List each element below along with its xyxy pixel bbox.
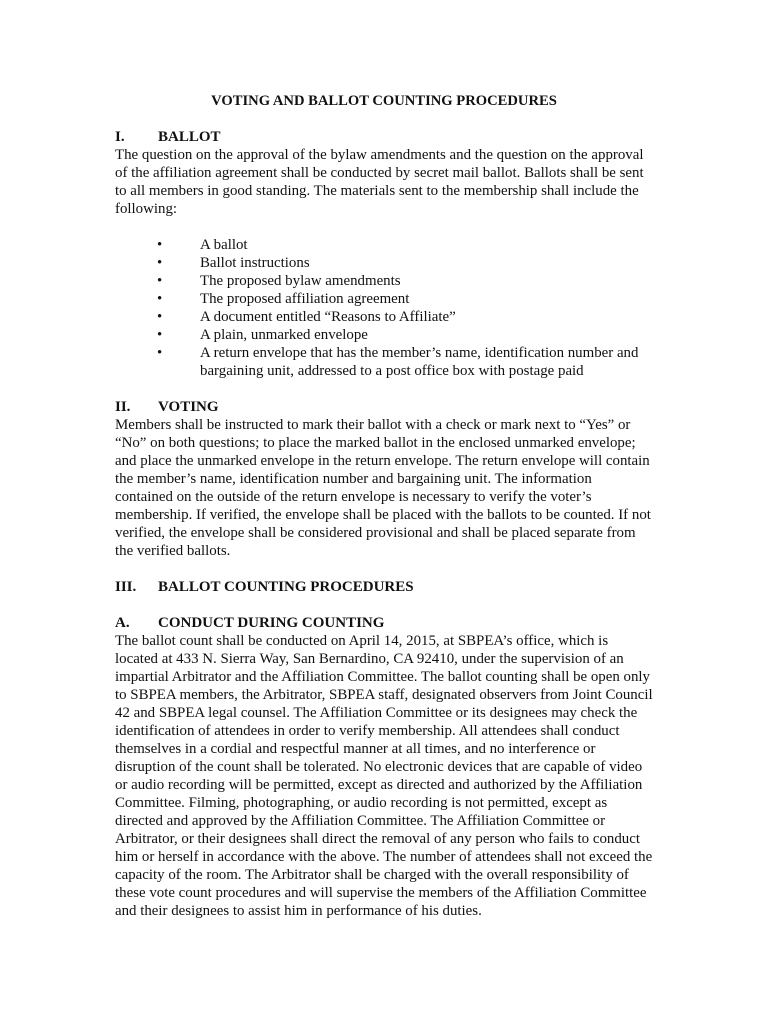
section-heading [115,578,653,596]
section-number: II. [115,399,131,415]
list-item-text: A return envelope that has the member’s name, identification number and bargaining unit, addressed to a post office box with postage paid [200,345,639,379]
bullet-icon: • [157,255,163,271]
list-item-text: A plain, unmarked envelope [200,327,368,343]
list-item-text: A ballot [200,237,248,253]
materials-list [115,236,653,380]
section-voting [115,398,653,560]
document-title: VOTING AND BALLOT COUNTING PROCEDURES [211,93,557,109]
section-title: BALLOT [158,129,221,145]
list-item-text: The proposed affiliation agreement [200,291,410,307]
list-item-text: Ballot instructions [200,255,310,271]
section-paragraph: The question on the approval of the bylaw amendments and the question on the approval of the affiliation agreement shall be conducted by secret mail ballot. Ballots shall be sent to all members in good standing. The materials sent to the membership shall include the following: [115,147,644,217]
section-heading [115,398,653,416]
section-title: BALLOT COUNTING PROCEDURES [158,579,414,595]
bullet-icon: • [157,345,163,361]
subsection-letter: A. [115,615,130,631]
section-number: I. [115,129,125,145]
list-item-text: The proposed bylaw amendments [200,273,401,289]
section-number: III. [115,579,137,595]
list-item [115,290,653,308]
bullet-icon: • [157,327,163,343]
section-paragraph: Members shall be instructed to mark their ballot with a check or mark next to “Yes” or “No” on both questions; to place the marked ballot in the enclosed unmarked envelope; and place the unmarked envelope in the return envelope. The return envelope will contain the member’s name, identification number and bargaining unit. The information contained on the outside of the return envelope is necessary to verify the voter’s membership. If verified, the envelope shall be placed with the ballots to be counted. If not verified, the envelope shall be considered provisional and shall be placed separate from the verified ballots. [115,417,651,559]
subsection-title: CONDUCT DURING COUNTING [158,615,385,631]
list-item-text: A document entitled “Reasons to Affiliate” [200,309,456,325]
bullet-icon: • [157,309,163,325]
bullet-icon: • [157,291,163,307]
spacer [115,596,653,614]
subsection-heading [115,614,653,632]
bullet-icon: • [157,273,163,289]
section-ballot [115,128,653,380]
subsection-conduct-during-counting [115,614,653,920]
list-item [115,272,653,290]
list-item [115,344,653,380]
list-item [115,326,653,344]
bullet-icon: • [157,237,163,253]
section-heading [115,128,653,146]
section-title: VOTING [158,399,219,415]
list-item [115,236,653,254]
list-item [115,254,653,272]
list-item [115,308,653,326]
spacer [115,560,653,578]
section-paragraph: The ballot count shall be conducted on April 14, 2015, at SBPEA’s office, which is located at 433 N. Sierra Way, San Bernardino, CA 92410, under the supervision of an impartial Arbitrator and the Affiliation Committee. The ballot counting shall be open only to SBPEA members, the Arbitrator, SBPEA staff, designated observers from Joint Council 42 and SBPEA legal counsel. The Affiliation Committee or its designees may check the identification of attendees in order to verify membership. All attendees shall conduct themselves in a cordial and respectful manner at all times, and no interference or disruption of the count shall be tolerated. No electronic devices that are capable of video or audio recording will be permitted, except as directed and authorized by the Affiliation Committee. Filming, photographing, or audio recording is not permitted, except as directed and approved by the Affiliation Committee. The Affiliation Committee or Arbitrator, or their designees shall direct the removal of any person who fails to conduct him or herself in accordance with the above. The number of attendees shall not exceed the capacity of the room. The Arbitrator shall be charged with the overall responsibility of these vote count procedures and will supervise the members of the Affiliation Committee and their designees to assist him in performance of his duties. [115,633,653,919]
section-ballot-counting-procedures [115,578,653,596]
